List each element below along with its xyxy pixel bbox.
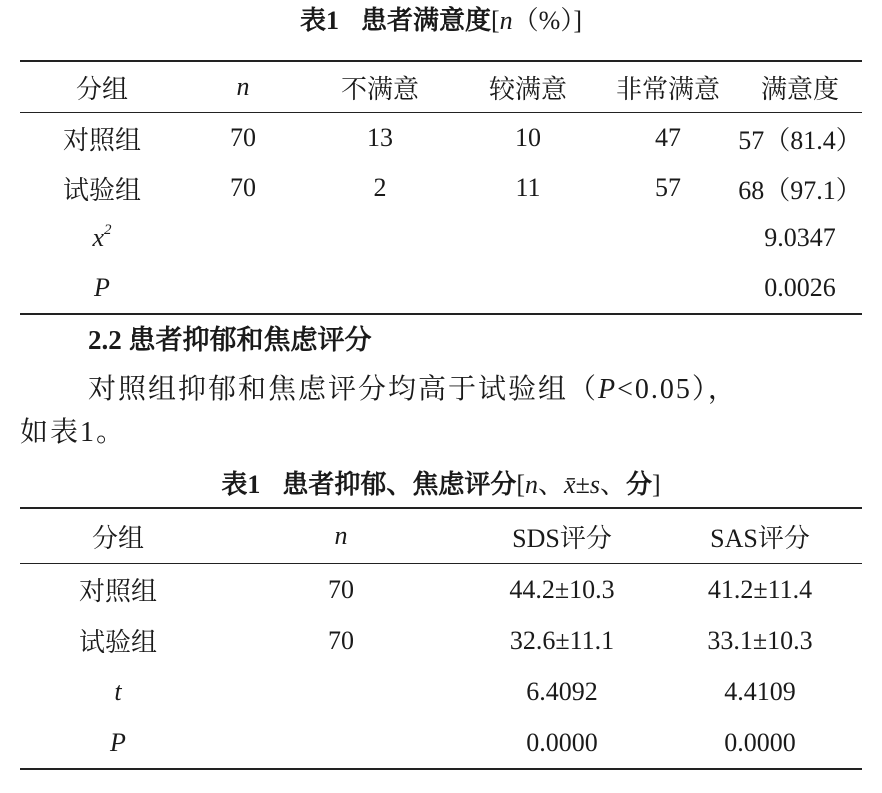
table2-caption-bracket-close: ]: [652, 470, 661, 499]
chi-square-label: [20, 213, 184, 263]
paragraph-p-symbol: P: [598, 374, 618, 405]
table2-caption-title: 患者抑郁、焦虑评分: [282, 470, 517, 499]
chi-square-superscript: 2: [104, 222, 112, 238]
paragraph-line-2: 如表1。: [20, 417, 127, 448]
table-row: [20, 615, 862, 666]
header-unsatisfied: 不满意: [302, 61, 458, 113]
paragraph-line-1: [20, 368, 868, 411]
chi-square-value: 9.0347: [764, 223, 836, 252]
depression-anxiety-table: [20, 507, 862, 770]
paragraph-text-a: 对照组抑郁和焦虑评分均高于试验组（: [88, 374, 599, 405]
chi-square-row: [20, 213, 862, 263]
table1-caption-title: 患者满意度: [360, 6, 491, 35]
p-value-row: [20, 717, 862, 769]
chi-square-symbol: x: [92, 223, 105, 252]
cell-n: 70: [230, 173, 256, 202]
table2-caption-mean: x̄: [564, 470, 576, 499]
table2-caption-sep2: 、: [599, 470, 626, 499]
table2-caption-sep1: 、: [538, 470, 565, 499]
cell-n: 70: [328, 625, 354, 655]
cell-group: 对照组: [78, 577, 157, 606]
header-n: n: [216, 508, 466, 564]
cell-satisfaction-rate: 57（81.4）: [738, 125, 862, 155]
table2-caption: [0, 470, 882, 500]
cell-n: 70: [328, 574, 354, 604]
table1-caption-number: 表1: [299, 6, 339, 35]
header-satisfaction-rate: 满意度: [738, 61, 862, 113]
cell-fairly-satisfied: 11: [515, 173, 541, 202]
t-sds-value: 6.4092: [526, 676, 598, 706]
cell-n: 70: [230, 123, 256, 152]
table1-caption-bracket-open: [: [491, 6, 500, 35]
cell-group: 对照组: [62, 125, 141, 155]
table2-caption-n: n: [525, 470, 539, 499]
table1-caption: [0, 6, 882, 36]
p-label: P: [20, 717, 216, 769]
table1-caption-bracket-close: ]: [573, 6, 583, 35]
table-row: [20, 113, 862, 164]
satisfaction-table: [20, 60, 862, 315]
t-value-row: [20, 666, 862, 717]
table-header-row: [20, 61, 862, 113]
p-sas-value: 0.0000: [658, 717, 862, 769]
header-group: 分组: [20, 508, 216, 564]
table-row: [20, 163, 862, 213]
header-group: 分组: [20, 61, 184, 113]
t-label: t: [114, 676, 122, 706]
header-fairly-satisfied: 较满意: [458, 61, 598, 113]
table2-caption-pm: ±: [575, 470, 590, 499]
cell-unsatisfied: 2: [373, 173, 387, 202]
cell-sas: 41.2±11.4: [707, 574, 813, 604]
table2-caption-sd: s: [589, 470, 600, 499]
header-very-satisfied: 非常满意: [598, 61, 738, 113]
header-n: n: [184, 61, 302, 113]
p-value-row: [20, 263, 862, 314]
p-label: P: [20, 263, 184, 314]
cell-unsatisfied: 13: [367, 123, 393, 152]
header-sas: SAS评分: [658, 508, 862, 564]
table1-caption-n: n: [499, 6, 513, 35]
cell-sds: 32.6±11.1: [509, 625, 615, 655]
cell-fairly-satisfied: 10: [515, 123, 541, 152]
cell-group: 试验组: [62, 175, 141, 205]
p-sds-value: 0.0000: [466, 717, 658, 769]
table1-caption-percent: （%）: [512, 6, 574, 35]
table2-caption-number: 表1: [221, 470, 261, 499]
p-value: 0.0026: [738, 263, 862, 314]
section-heading: 2.2 患者抑郁和焦虑评分: [88, 325, 372, 355]
table2-caption-unit: 分: [626, 470, 653, 499]
t-sas-value: 4.4109: [724, 676, 796, 706]
cell-satisfaction-rate: 68（97.1）: [738, 175, 862, 205]
body-paragraph: [20, 368, 868, 454]
cell-sas: 33.1±10.3: [707, 625, 813, 655]
table2-caption-bracket-open: [: [516, 470, 526, 499]
paragraph-text-b: <0.05），: [617, 374, 738, 405]
cell-very-satisfied: 57: [655, 173, 681, 202]
cell-very-satisfied: 47: [655, 123, 681, 152]
table-row: [20, 564, 862, 616]
cell-group: 试验组: [78, 628, 157, 657]
cell-sds: 44.2±10.3: [509, 574, 615, 604]
table-header-row: [20, 508, 862, 564]
header-sds: SDS评分: [466, 508, 658, 564]
